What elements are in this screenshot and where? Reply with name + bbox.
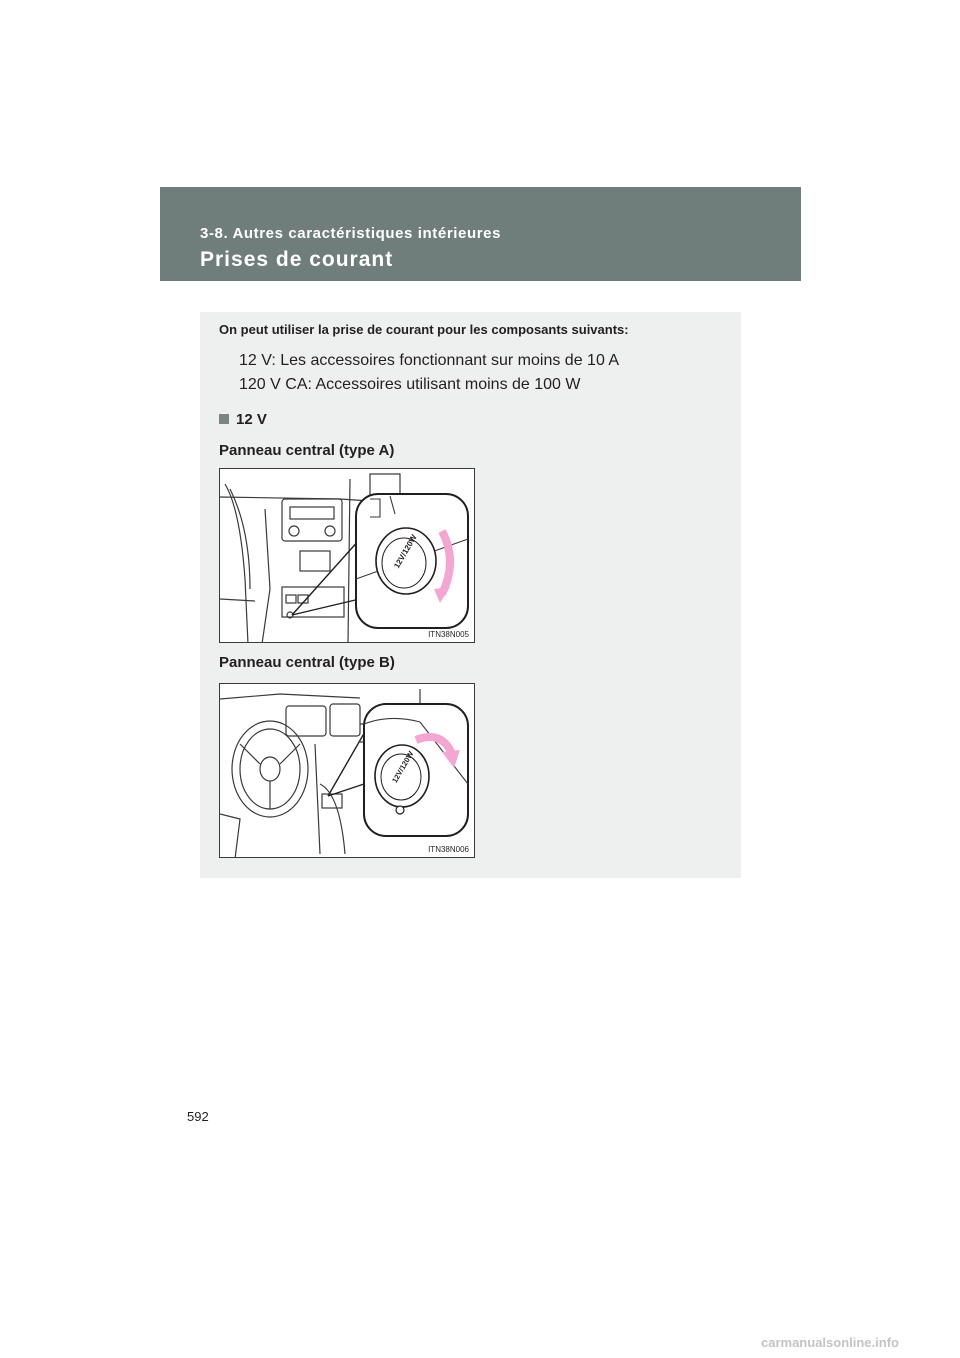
- sub-heading-12v: [219, 411, 267, 428]
- figure-a-code: ITN38N005: [428, 630, 469, 639]
- use-12v: 12 V: Les accessoires fonctionnant sur moins de 10 A: [239, 352, 620, 369]
- page-title: Prises de courant: [200, 248, 394, 271]
- content-panel: [200, 312, 741, 878]
- figure-b-illustration: [219, 683, 475, 858]
- sub-heading-label: 12 V: [236, 411, 267, 428]
- page-number: 592: [187, 1109, 209, 1124]
- intro-text: On peut utiliser la prise de courant pour les composants suivants:: [219, 322, 629, 337]
- square-bullet-icon: [219, 414, 229, 424]
- dashboard-type-a-drawing: [220, 469, 475, 643]
- section-header: [160, 187, 801, 281]
- figure-a-caption: Panneau central (type A): [219, 442, 395, 459]
- cap-label-a: 12V/120W: [392, 533, 419, 570]
- dashboard-type-b-drawing: [220, 684, 475, 858]
- watermark-link[interactable]: carmanualsonline.info: [761, 1335, 899, 1350]
- section-label: 3-8. Autres caractéristiques intérieures: [200, 225, 502, 242]
- figure-b-code: ITN38N006: [428, 845, 469, 854]
- figure-a-illustration: [219, 468, 475, 643]
- use-120v: 120 V CA: Accessoires utilisant moins de 100 W: [239, 376, 581, 393]
- figure-b-caption: Panneau central (type B): [219, 654, 395, 671]
- cap-label-b: 12V/120W: [390, 749, 416, 785]
